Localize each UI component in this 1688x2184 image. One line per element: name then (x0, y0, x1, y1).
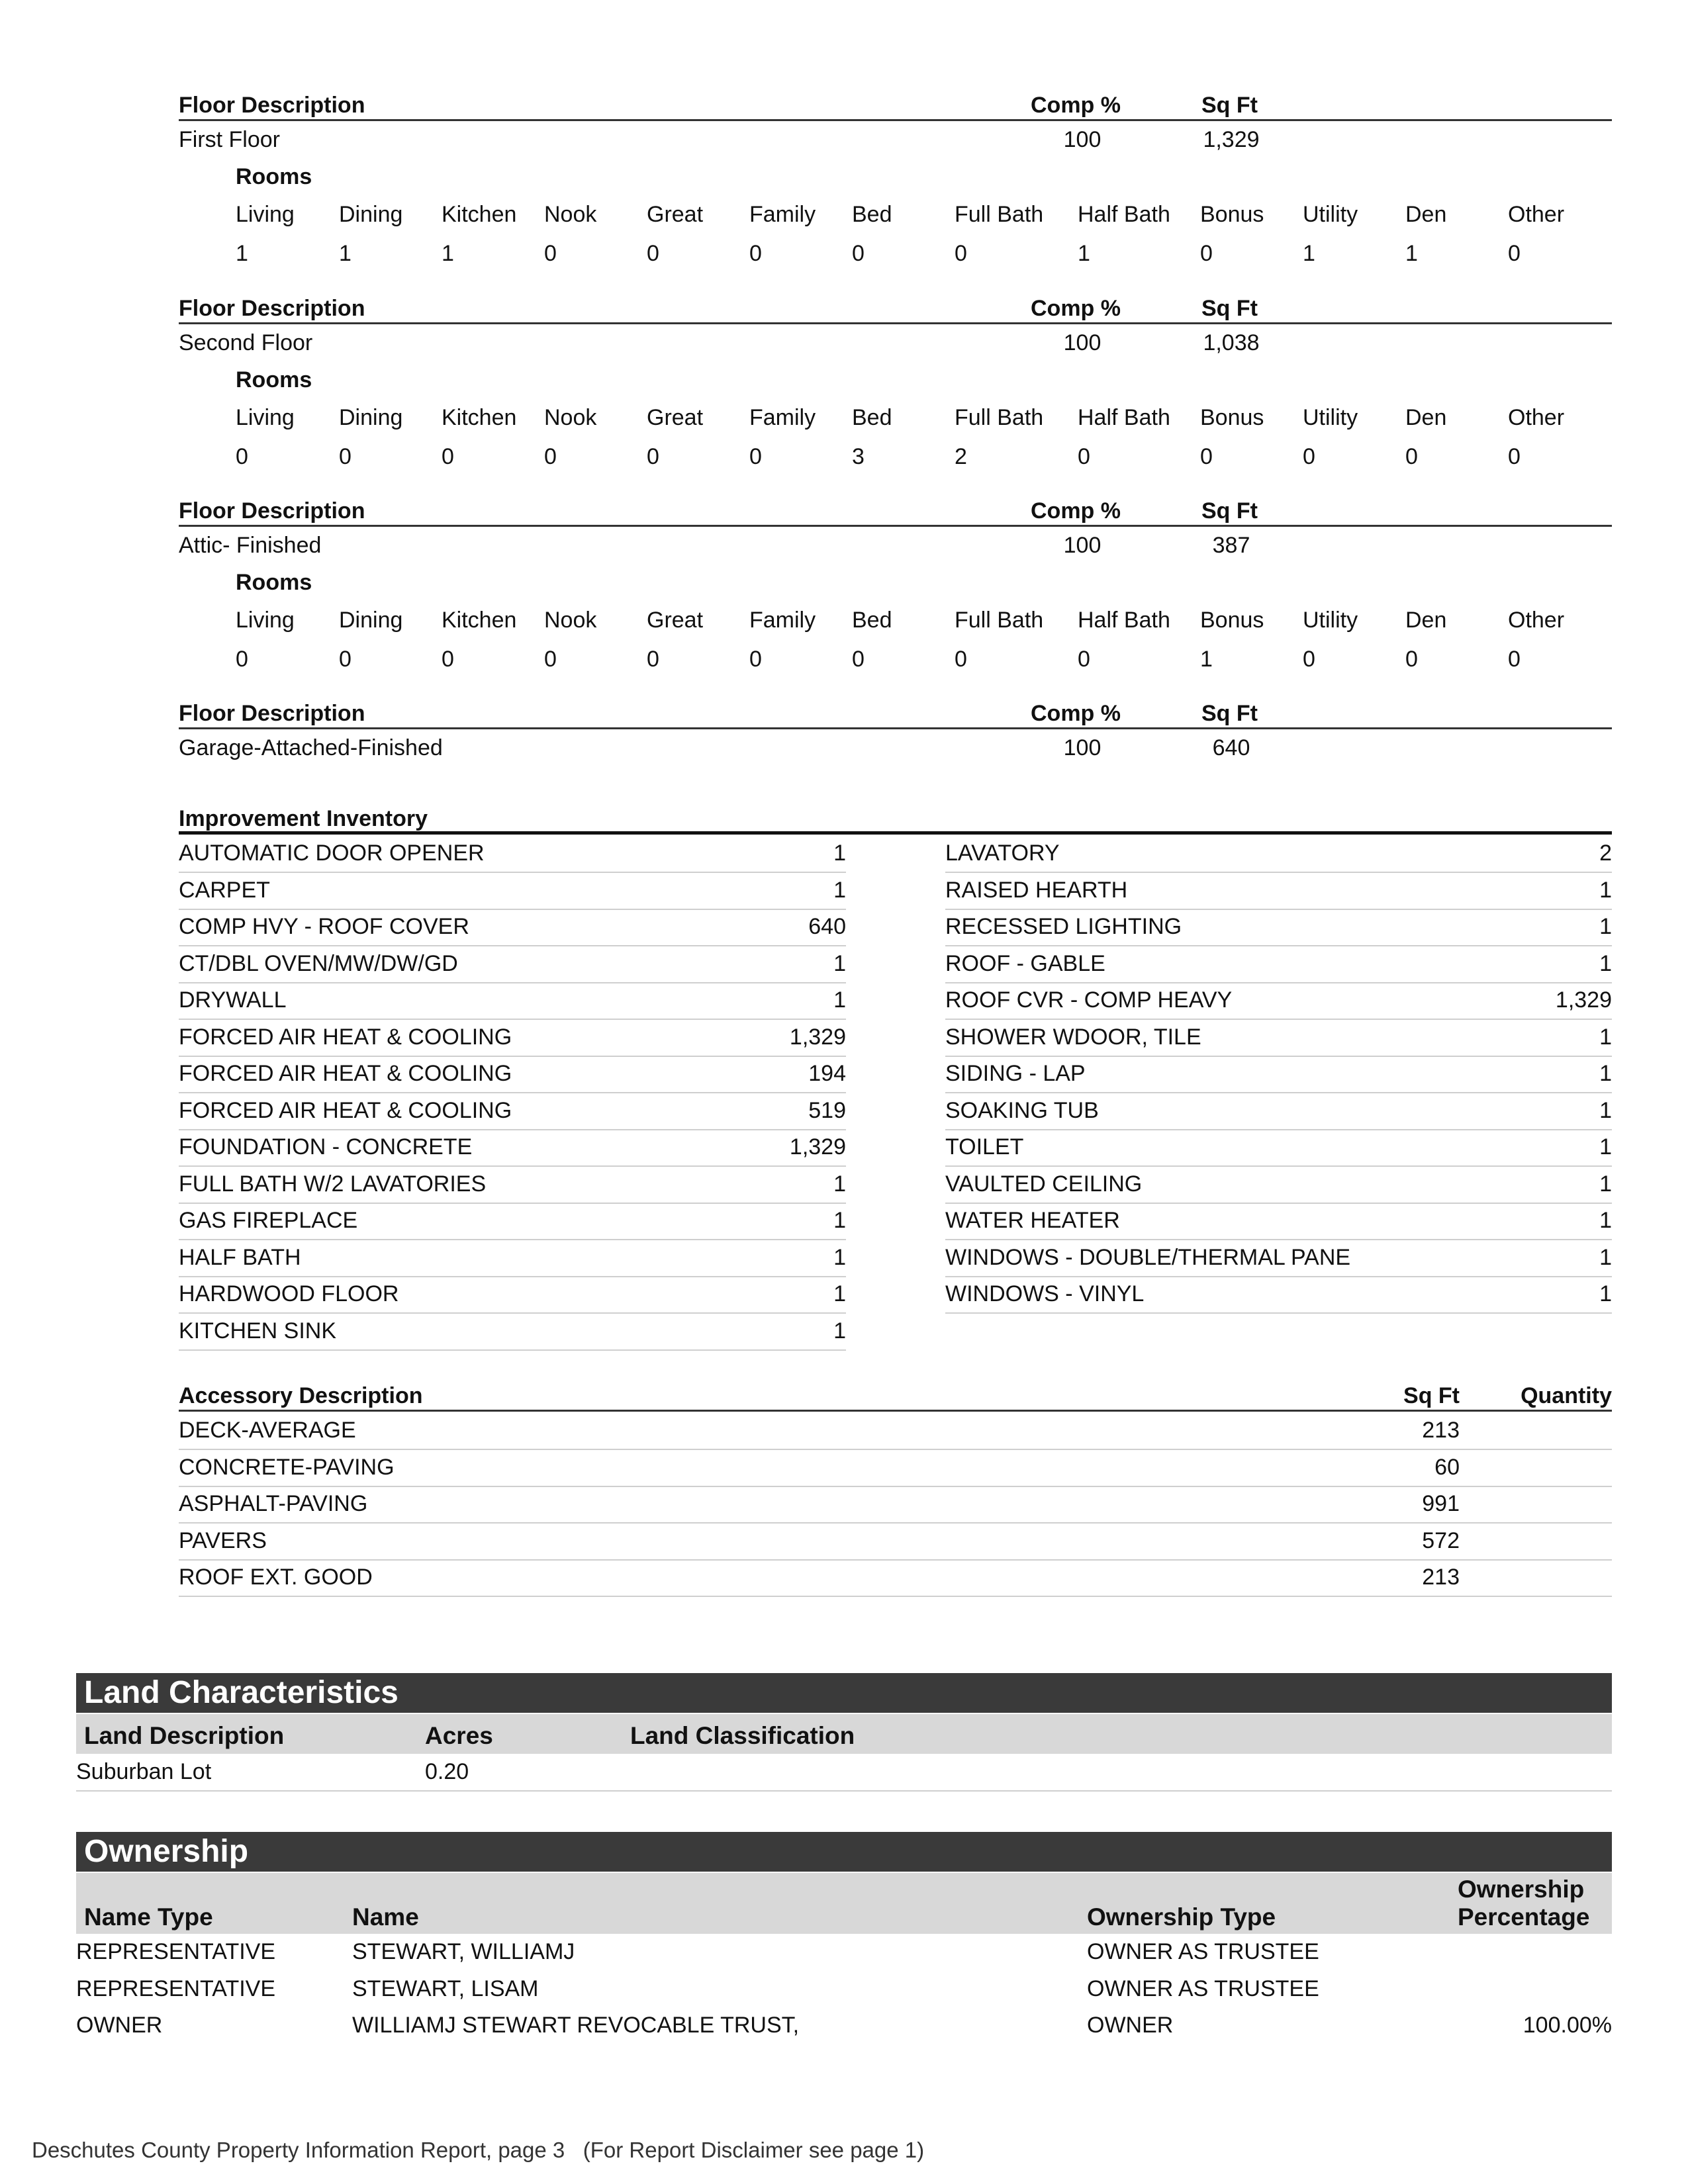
room-column-label: Half Bath (1078, 608, 1170, 633)
inventory-item-label: AUTOMATIC DOOR OPENER (179, 841, 485, 866)
room-column-label: Living (236, 202, 295, 227)
floor-comp-value: 100 (1063, 735, 1102, 760)
room-count: 1 (1303, 241, 1315, 266)
inventory-item-label: FOUNDATION - CONCRETE (179, 1134, 473, 1160)
room-column-label: Den (1405, 405, 1447, 430)
room-column-label: Full Bath (955, 405, 1044, 430)
improvement-inventory-title: Improvement Inventory (179, 806, 428, 831)
inventory-item-value: 1,329 (1555, 987, 1612, 1013)
inventory-item-value: 1 (833, 987, 846, 1013)
floor-name: Second Floor (179, 330, 313, 355)
inventory-item-value: 1 (1599, 1061, 1612, 1086)
owner-name: WILLIAMJ STEWART REVOCABLE TRUST, (352, 2013, 800, 2038)
comp-percent-header: Comp % (1031, 498, 1121, 523)
inventory-row (945, 1241, 1612, 1277)
inventory-item-label: KITCHEN SINK (179, 1318, 337, 1343)
floor-block (179, 701, 1612, 767)
room-count: 1 (339, 241, 352, 266)
inventory-item-label: SIDING - LAP (945, 1061, 1086, 1086)
room-count: 0 (339, 444, 352, 469)
room-column-label: Other (1508, 608, 1565, 633)
room-count: 1 (1078, 241, 1090, 266)
owner-name-type: OWNER (76, 2013, 163, 2038)
inventory-row (945, 874, 1612, 910)
inventory-item-value: 1 (1599, 1281, 1612, 1306)
inventory-item-value: 1 (833, 1171, 846, 1197)
inventory-item-value: 640 (808, 914, 846, 939)
inventory-row (179, 910, 846, 946)
rooms-label: Rooms (236, 164, 312, 189)
inventory-row (945, 910, 1612, 946)
room-column-label: Bed (852, 202, 892, 227)
inventory-item-value: 2 (1599, 841, 1612, 866)
room-column-label: Dining (339, 405, 403, 430)
land-row (76, 1755, 1612, 1792)
room-count: 0 (955, 647, 967, 672)
floor-name: Garage-Attached-Finished (179, 735, 443, 760)
inventory-item-label: CT/DBL OVEN/MW/DW/GD (179, 950, 458, 976)
inventory-row (179, 1167, 846, 1204)
floor-header (179, 701, 1612, 729)
floor-name: Attic- Finished (179, 533, 322, 558)
inventory-row (179, 874, 846, 910)
inventory-item-label: FORCED AIR HEAT & COOLING (179, 1061, 512, 1086)
room-count: 0 (1200, 241, 1213, 266)
room-count: 0 (1508, 241, 1521, 266)
inventory-item-value: 1 (1599, 1134, 1612, 1160)
improvement-inventory-rule (179, 831, 1612, 835)
accessory-quantity-header: Quantity (1521, 1383, 1612, 1408)
inventory-item-value: 1 (1599, 1244, 1612, 1270)
room-column-label: Kitchen (442, 202, 517, 227)
accessory-table (179, 1383, 1612, 1602)
room-count: 0 (1078, 647, 1090, 672)
room-column-label: Utility (1303, 405, 1358, 430)
accessory-description: DECK-AVERAGE (179, 1418, 356, 1443)
room-column-label: Great (647, 202, 704, 227)
accessory-header (179, 1383, 1612, 1412)
inventory-row (945, 1204, 1612, 1240)
inventory-item-value: 1 (1599, 950, 1612, 976)
room-count: 0 (544, 241, 557, 266)
inventory-item-value: 1,329 (789, 1024, 846, 1050)
room-column-label: Nook (544, 608, 597, 633)
inventory-row (945, 983, 1612, 1020)
ownership-title: Ownership (76, 1832, 1612, 1872)
land-characteristics-title: Land Characteristics (76, 1673, 1612, 1713)
room-count: 1 (442, 241, 454, 266)
inventory-item-label: TOILET (945, 1134, 1024, 1160)
floor-name: First Floor (179, 127, 280, 152)
room-count: 0 (1405, 647, 1418, 672)
inventory-item-label: ROOF CVR - COMP HEAVY (945, 987, 1233, 1013)
name-type-header: Name Type (84, 1903, 213, 1931)
floor-block (179, 93, 1612, 271)
inventory-item-value: 1 (1599, 1208, 1612, 1233)
inventory-item-label: CARPET (179, 877, 270, 903)
land-classification-header: Land Classification (630, 1722, 855, 1749)
inventory-item-value: 1 (833, 877, 846, 903)
inventory-item-label: LAVATORY (945, 841, 1060, 866)
owner-ownership-type: OWNER (1087, 2013, 1174, 2038)
floor-sqft-value: 640 (1212, 735, 1250, 760)
comp-percent-header: Comp % (1031, 296, 1121, 321)
room-column-label: Other (1508, 405, 1565, 430)
accessory-sqft: 572 (1422, 1527, 1460, 1553)
accessory-row (179, 1524, 1612, 1561)
comp-percent-header: Comp % (1031, 701, 1121, 726)
ownership-row (76, 2009, 1612, 2045)
inventory-item-value: 1 (833, 841, 846, 866)
inventory-item-label: SOAKING TUB (945, 1097, 1099, 1123)
room-count: 0 (955, 241, 967, 266)
room-column-label: Bonus (1200, 405, 1264, 430)
room-column-label: Family (749, 405, 816, 430)
inventory-item-label: GAS FIREPLACE (179, 1208, 358, 1233)
owner-name-type: REPRESENTATIVE (76, 1939, 276, 1964)
sqft-header: Sq Ft (1201, 93, 1258, 118)
land-description-header: Land Description (84, 1722, 285, 1749)
inventory-row (179, 1277, 846, 1314)
inventory-item-value: 1 (833, 1281, 846, 1306)
inventory-item-value: 1 (1599, 1171, 1612, 1197)
owner-percentage: 100.00% (1523, 2013, 1612, 2038)
floor-description-header: Floor Description (179, 701, 365, 726)
ownership-row (76, 1935, 1612, 1972)
owner-name-type: REPRESENTATIVE (76, 1976, 276, 2001)
room-column-label: Bonus (1200, 608, 1264, 633)
room-column-label: Utility (1303, 202, 1358, 227)
inventory-item-value: 1 (833, 1208, 846, 1233)
accessory-description: PAVERS (179, 1527, 267, 1553)
room-column-label: Half Bath (1078, 405, 1170, 430)
room-count: 0 (647, 241, 659, 266)
ownership-row (76, 1972, 1612, 2009)
ownership-percentage-header-line2: Percentage (1458, 1903, 1590, 1931)
accessory-row (179, 1451, 1612, 1487)
room-column-label: Den (1405, 202, 1447, 227)
inventory-row (179, 947, 846, 983)
sqft-header: Sq Ft (1201, 296, 1258, 321)
floor-sqft-value: 1,038 (1203, 330, 1260, 355)
name-header: Name (352, 1903, 419, 1931)
accessory-sqft: 991 (1422, 1491, 1460, 1516)
room-count: 0 (852, 241, 865, 266)
owner-ownership-type: OWNER AS TRUSTEE (1087, 1939, 1319, 1964)
accessory-sqft: 60 (1434, 1454, 1460, 1480)
room-count: 0 (852, 647, 865, 672)
room-count: 0 (544, 444, 557, 469)
floor-block (179, 296, 1612, 475)
room-column-label: Bed (852, 608, 892, 633)
room-column-label: Half Bath (1078, 202, 1170, 227)
land-description: Suburban Lot (76, 1759, 212, 1784)
room-column-label: Utility (1303, 608, 1358, 633)
inventory-item-value: 1 (1599, 1097, 1612, 1123)
accessory-description: CONCRETE-PAVING (179, 1454, 395, 1480)
rooms-label: Rooms (236, 570, 312, 595)
inventory-item-value: 1 (1599, 877, 1612, 903)
inventory-item-value: 1,329 (789, 1134, 846, 1160)
inventory-item-label: WINDOWS - DOUBLE/THERMAL PANE (945, 1244, 1351, 1270)
inventory-item-value: 1 (833, 950, 846, 976)
inventory-item-value: 194 (808, 1061, 846, 1086)
inventory-item-label: HARDWOOD FLOOR (179, 1281, 399, 1306)
floor-comp-value: 100 (1063, 330, 1102, 355)
accessory-sqft-header: Sq Ft (1403, 1383, 1460, 1408)
room-count: 0 (749, 241, 762, 266)
inventory-item-value: 1 (833, 1318, 846, 1343)
floor-values (179, 127, 1612, 154)
inventory-item-label: WATER HEATER (945, 1208, 1120, 1233)
room-count: 0 (647, 647, 659, 672)
floor-header (179, 93, 1612, 121)
room-count: 0 (1303, 444, 1315, 469)
accessory-description-header: Accessory Description (179, 1383, 423, 1408)
inventory-row (179, 837, 846, 873)
inventory-item-label: VAULTED CEILING (945, 1171, 1143, 1197)
room-count: 0 (1078, 444, 1090, 469)
land-acres: 0.20 (425, 1759, 469, 1784)
room-column-label: Full Bath (955, 202, 1044, 227)
land-header (76, 1714, 1612, 1754)
rooms-label: Rooms (236, 367, 312, 392)
inventory-row (179, 983, 846, 1020)
inventory-item-label: ROOF - GABLE (945, 950, 1105, 976)
inventory-item-label: FORCED AIR HEAT & COOLING (179, 1024, 512, 1050)
room-count: 0 (1508, 647, 1521, 672)
room-column-label: Family (749, 202, 816, 227)
floor-sqft-value: 387 (1212, 533, 1250, 558)
room-count: 0 (236, 444, 248, 469)
inventory-item-label: RAISED HEARTH (945, 877, 1128, 903)
room-count: 0 (749, 444, 762, 469)
room-column-label: Living (236, 608, 295, 633)
improvement-inventory (179, 806, 1612, 1343)
floor-comp-value: 100 (1063, 127, 1102, 152)
accessory-row (179, 1414, 1612, 1450)
inventory-item-label: DRYWALL (179, 987, 287, 1013)
room-column-label: Great (647, 405, 704, 430)
room-column-label: Other (1508, 202, 1565, 227)
inventory-item-label: HALF BATH (179, 1244, 301, 1270)
room-column-label: Living (236, 405, 295, 430)
room-count: 0 (1405, 444, 1418, 469)
room-count: 3 (852, 444, 865, 469)
room-count: 2 (955, 444, 967, 469)
room-column-label: Nook (544, 405, 597, 430)
inventory-item-value: 1 (1599, 914, 1612, 939)
inventory-row (179, 1021, 846, 1057)
inventory-item-label: FULL BATH W/2 LAVATORIES (179, 1171, 487, 1197)
inventory-row (945, 1167, 1612, 1204)
inventory-row (179, 1057, 846, 1093)
inventory-item-label: RECESSED LIGHTING (945, 914, 1182, 939)
accessory-row (179, 1487, 1612, 1524)
inventory-item-label: WINDOWS - VINYL (945, 1281, 1145, 1306)
inventory-row (179, 1314, 846, 1351)
sqft-header: Sq Ft (1201, 701, 1258, 726)
room-count: 0 (647, 444, 659, 469)
owner-ownership-type: OWNER AS TRUSTEE (1087, 1976, 1319, 2001)
room-column-label: Family (749, 608, 816, 633)
floor-sqft-value: 1,329 (1203, 127, 1260, 152)
inventory-row (945, 1057, 1612, 1093)
floor-values (179, 735, 1612, 762)
owner-name: STEWART, LISAM (352, 1976, 539, 2001)
room-count: 0 (442, 647, 454, 672)
owner-name: STEWART, WILLIAMJ (352, 1939, 575, 1964)
inventory-row (945, 837, 1612, 873)
accessory-row (179, 1561, 1612, 1597)
floor-description-header: Floor Description (179, 296, 365, 321)
room-column-label: Great (647, 608, 704, 633)
inventory-item-label: SHOWER WDOOR, TILE (945, 1024, 1201, 1050)
floor-values (179, 533, 1612, 559)
accessory-description: ROOF EXT. GOOD (179, 1565, 373, 1590)
inventory-item-label: FORCED AIR HEAT & COOLING (179, 1097, 512, 1123)
room-count: 0 (339, 647, 352, 672)
inventory-row (179, 1094, 846, 1130)
floor-header (179, 296, 1612, 324)
inventory-row (945, 1130, 1612, 1167)
room-column-label: Bonus (1200, 202, 1264, 227)
room-count: 0 (442, 444, 454, 469)
inventory-item-value: 1 (1599, 1024, 1612, 1050)
room-count: 0 (236, 647, 248, 672)
room-count: 1 (236, 241, 248, 266)
sqft-header: Sq Ft (1201, 498, 1258, 523)
floor-description-header: Floor Description (179, 93, 365, 118)
floor-values (179, 330, 1612, 357)
room-column-label: Dining (339, 608, 403, 633)
floor-comp-value: 100 (1063, 533, 1102, 558)
accessory-sqft: 213 (1422, 1565, 1460, 1590)
accessory-description: ASPHALT-PAVING (179, 1491, 368, 1516)
inventory-row (945, 947, 1612, 983)
inventory-row (945, 1277, 1612, 1314)
ownership-type-header: Ownership Type (1087, 1903, 1276, 1931)
room-column-label: Kitchen (442, 405, 517, 430)
inventory-row (945, 1094, 1612, 1130)
inventory-row (179, 1241, 846, 1277)
inventory-item-label: COMP HVY - ROOF COVER (179, 914, 469, 939)
room-count: 0 (749, 647, 762, 672)
room-column-label: Bed (852, 405, 892, 430)
room-count: 1 (1200, 647, 1213, 672)
room-count: 0 (544, 647, 557, 672)
inventory-row (179, 1204, 846, 1240)
inventory-row (179, 1130, 846, 1167)
page-footer: Deschutes County Property Information Report, page 3 (For Report Disclaimer see page 1) (32, 2138, 925, 2162)
floor-header (179, 498, 1612, 527)
room-count: 0 (1200, 444, 1213, 469)
room-column-label: Full Bath (955, 608, 1044, 633)
room-count: 0 (1508, 444, 1521, 469)
inventory-item-value: 1 (833, 1244, 846, 1270)
room-column-label: Kitchen (442, 608, 517, 633)
room-column-label: Nook (544, 202, 597, 227)
room-count: 0 (1303, 647, 1315, 672)
room-column-label: Den (1405, 608, 1447, 633)
ownership-header (76, 1873, 1612, 1934)
inventory-row (945, 1021, 1612, 1057)
land-acres-header: Acres (425, 1722, 493, 1749)
ownership-percentage-header-line1: Ownership (1458, 1876, 1585, 1903)
room-column-label: Dining (339, 202, 403, 227)
room-count: 1 (1405, 241, 1418, 266)
inventory-item-value: 519 (808, 1097, 846, 1123)
accessory-sqft: 213 (1422, 1418, 1460, 1443)
floor-description-header: Floor Description (179, 498, 365, 523)
floor-block (179, 498, 1612, 677)
comp-percent-header: Comp % (1031, 93, 1121, 118)
